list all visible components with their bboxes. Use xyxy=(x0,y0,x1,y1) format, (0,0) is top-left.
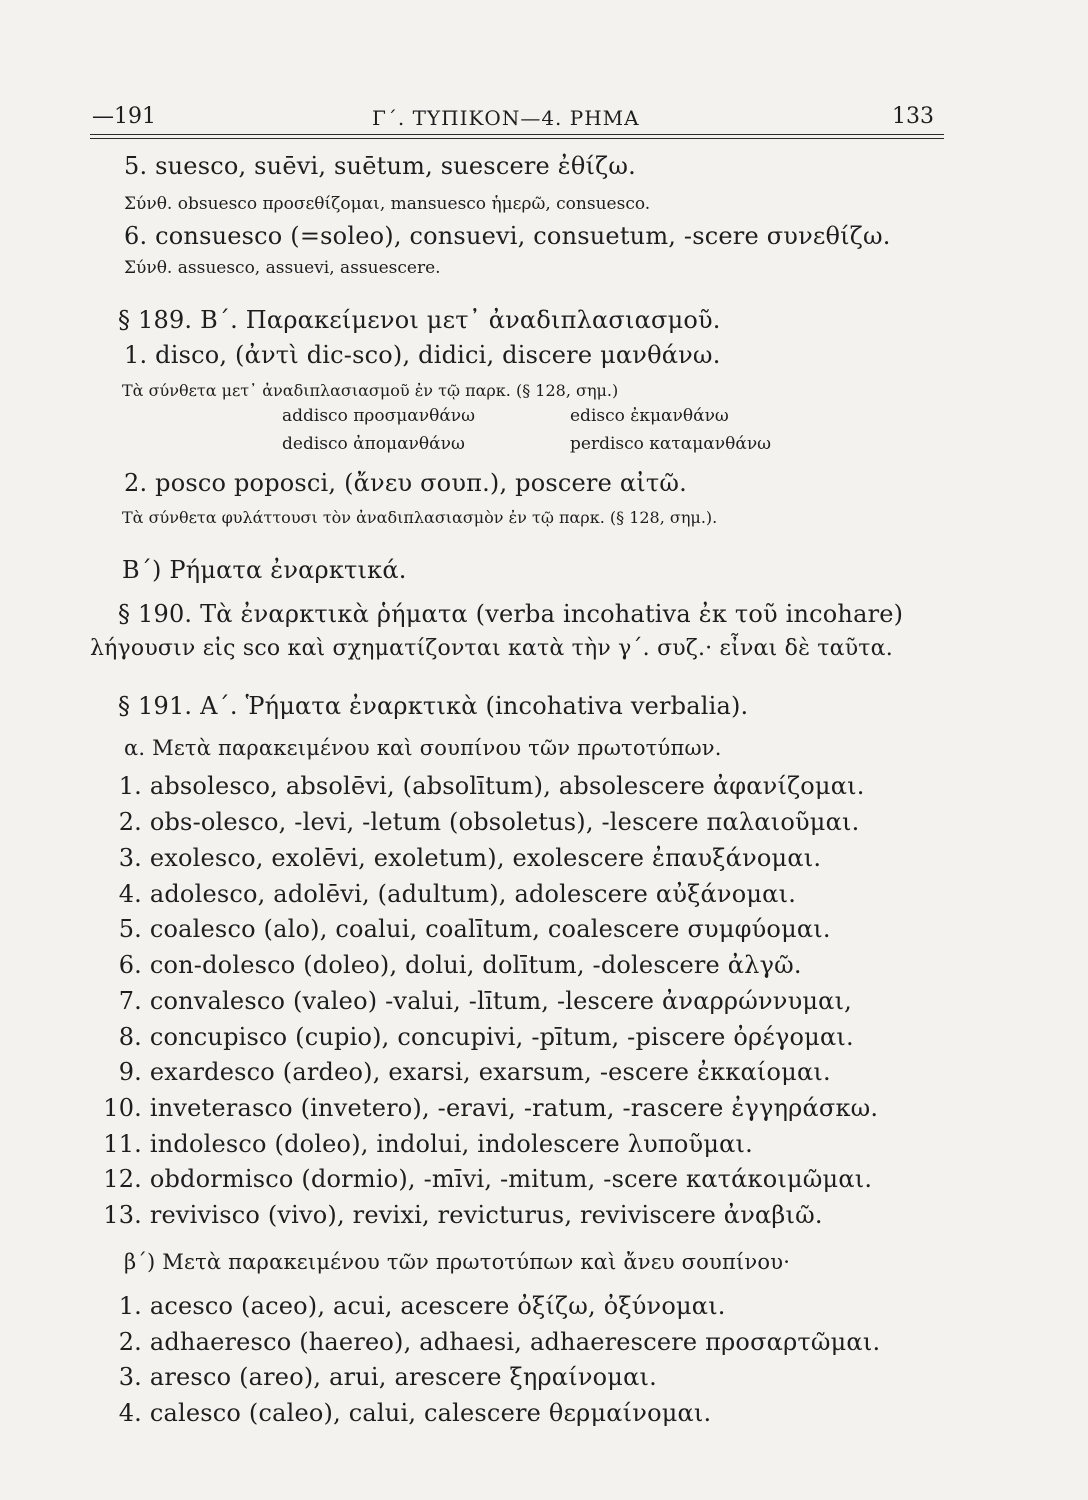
list-item: 5. coalesco (alo), coalui, coalītum, coalescere συμφύομαι. xyxy=(118,915,831,943)
list-item: 3. exolesco, exolēvi, exoletum), exolescere ἐπαυξάνομαι. xyxy=(118,844,822,872)
list-item: 10. inveterasco (invetero), -eravi, -ratum, -rascere ἐγγηράσκω. xyxy=(103,1094,879,1122)
verb-entry: 6. consuesco (=soleo), consuevi, consuetum, -scere συνεθίζω. xyxy=(124,222,891,250)
list-item: 2. adhaeresco (haereo), adhaesi, adhaerescere προσαρτῶμαι. xyxy=(118,1328,881,1356)
header-rule xyxy=(90,134,944,135)
list-item: 11. indolesco (doleo), indolui, indolescere λυποῦμαι. xyxy=(103,1130,753,1158)
list-item: 1. absolesco, absolēvi, (absolītum), absolescere ἀφανίζομαι. xyxy=(118,772,865,800)
verb-entry: 2. posco poposci, (ἄνευ σουπ.), poscere αἰτῶ. xyxy=(124,469,687,497)
list-item: 7. convalesco (valeo) -valui, -lītum, -lescere ἀναρρώννυμαι, xyxy=(118,987,853,1015)
section-heading: § 189. Β΄. Παρακείμενοι μετ᾽ ἀναδιπλασιασμοῦ. xyxy=(118,306,721,334)
page-number: 133 xyxy=(892,104,934,129)
section-heading: § 190. Τὰ ἐναρκτικὰ ῥήματα (verba incohativa ἐκ τοῦ incohare) xyxy=(118,600,904,628)
section-range: —191 xyxy=(92,104,156,129)
list-item: 6. con-dolesco (doleo), dolui, dolītum, -dolescere ἀλγῶ. xyxy=(118,951,802,979)
compound-verb: dedisco ἀπομανθάνω xyxy=(282,434,465,454)
subsection-heading: β΄) Μετὰ παρακειμένου τῶν πρωτοτύπων καὶ ἄνευ σουπίνου· xyxy=(124,1250,791,1274)
compound-verb: perdisco καταμανθάνω xyxy=(570,434,772,454)
list-item: 12. obdormisco (dormio), -mīvi, -mitum, -scere κατάκοιμῶμαι. xyxy=(103,1165,873,1193)
compounds-note: Σύνθ. assuesco, assuevi, assuescere. xyxy=(124,258,441,278)
section-heading: § 191. Α΄. Ῥήματα ἐναρκτικὰ (incohativa verbalia). xyxy=(118,692,749,720)
list-item: 1. acesco (aceo), acui, acescere ὀξίζω, ὀξύνομαι. xyxy=(118,1292,726,1320)
compounds-note: Τὰ σύνθετα μετ᾽ ἀναδιπλασιασμοῦ ἐν τῷ παρκ. (§ 128, σημ.) xyxy=(122,381,619,400)
header-rule-2 xyxy=(90,138,944,139)
paragraph-line: λήγουσιν εἰς sco καὶ σχηματίζονται κατὰ τὴν γ΄. συζ.· εἶναι δὲ ταῦτα. xyxy=(90,636,893,661)
subsection-heading: α. Μετὰ παρακειμένου καὶ σουπίνου τῶν πρωτοτύπων. xyxy=(124,736,722,760)
list-item: 4. calesco (caleo), calui, calescere θερμαίνομαι. xyxy=(118,1399,712,1427)
compounds-note: Σύνθ. obsuesco προσεθίζομαι, mansuesco ἡμερῶ, consuesco. xyxy=(124,194,651,214)
compounds-note: Τὰ σύνθετα φυλάττουσι τὸν ἀναδιπλασιασμὸν ἐν τῷ παρκ. (§ 128, σημ.). xyxy=(122,508,718,527)
verb-entry: 1. disco, (ἀντὶ dic-sco), didici, discere μανθάνω. xyxy=(124,341,721,369)
list-item: 2. obs-olesco, -levi, -letum (obsoletus), -lescere παλαιοῦμαι. xyxy=(118,808,860,836)
list-item: 13. revivisco (vivo), revixi, revicturus, reviviscere ἀναβιῶ. xyxy=(103,1201,823,1229)
running-title: Γ΄. ΤΥΠΙΚΟΝ—4. ΡΗΜΑ xyxy=(372,106,640,130)
list-item: 4. adolesco, adolēvi, (adultum), adolescere αὐξάνομαι. xyxy=(118,880,797,908)
verb-entry: 5. suesco, suēvi, suētum, suescere ἐθίζω. xyxy=(124,152,636,180)
list-item: 9. exardesco (ardeo), exarsi, exarsum, -escere ἐκκαίομαι. xyxy=(118,1058,831,1086)
compound-verb: edisco ἐκμανθάνω xyxy=(570,406,729,426)
subsection-heading: Β΄) Ρήματα ἐναρκτικά. xyxy=(122,556,407,584)
compound-verb: addisco προσμανθάνω xyxy=(282,406,476,426)
list-item: 3. aresco (areo), arui, arescere ξηραίνομαι. xyxy=(118,1363,657,1391)
list-item: 8. concupisco (cupio), concupivi, -pītum, -piscere ὀρέγομαι. xyxy=(118,1023,854,1051)
